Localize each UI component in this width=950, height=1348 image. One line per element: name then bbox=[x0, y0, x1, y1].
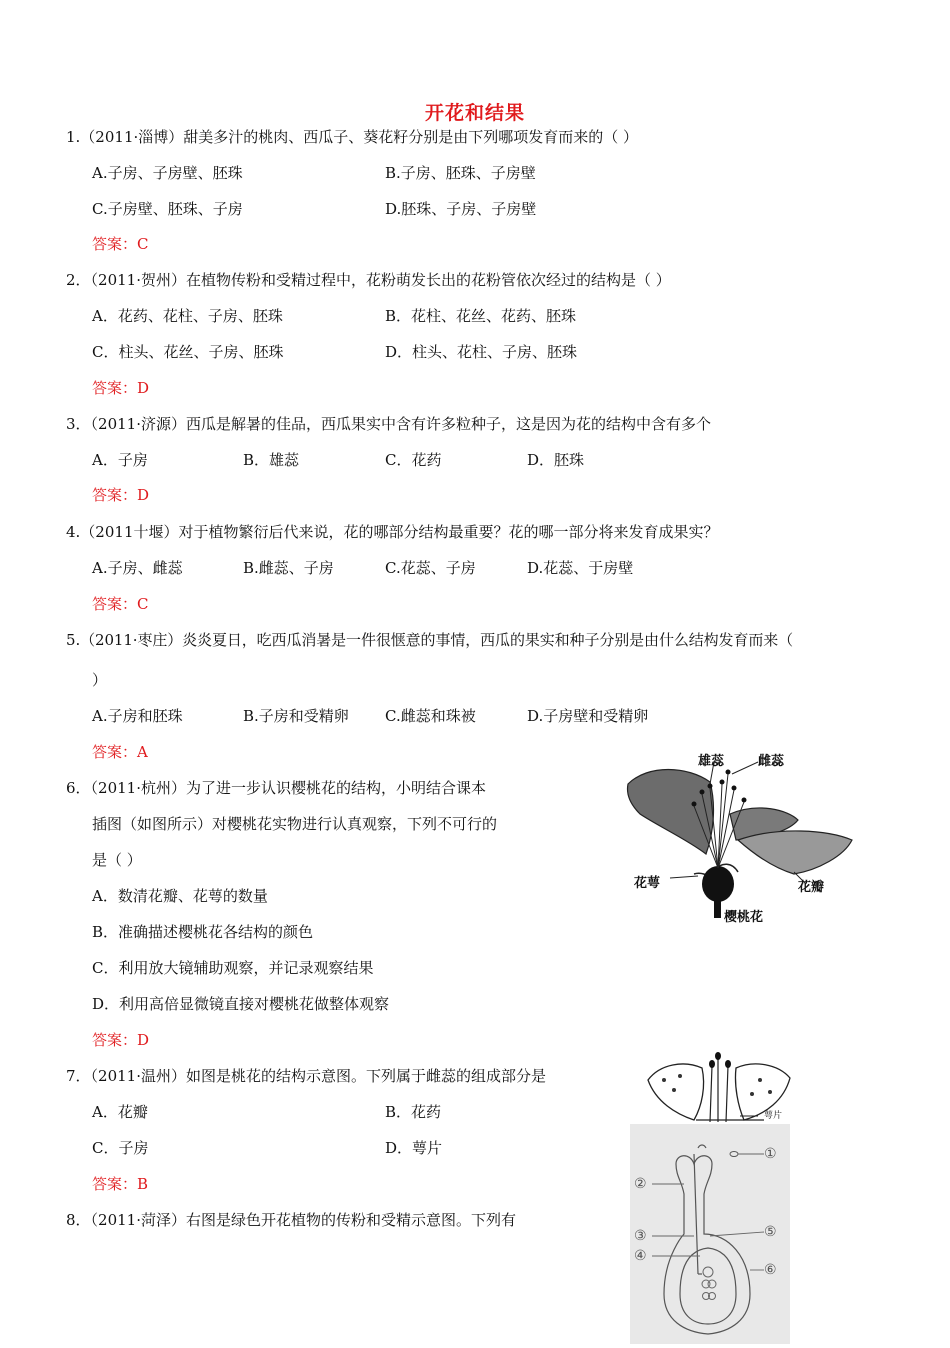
q1-option-a: A.子房、子房壁、胚珠 bbox=[92, 164, 243, 182]
label-cherry-blossom: 樱桃花 bbox=[724, 910, 764, 925]
label-4: ④ bbox=[634, 1248, 647, 1264]
cherry-blossom-drawing bbox=[618, 744, 858, 930]
q2-option-d: D．柱头、花柱、子房、胚珠 bbox=[385, 343, 578, 361]
q5-option-c: C.雌蕊和珠被 bbox=[385, 707, 476, 725]
label-2: ② bbox=[634, 1176, 647, 1192]
label-sepal: 花萼 bbox=[634, 876, 661, 891]
q6-option-d: D．利用高倍显微镜直接对樱桃花做整体观察 bbox=[92, 995, 390, 1013]
q5-option-d: D.子房壁和受精卵 bbox=[527, 707, 649, 725]
q2-option-b: B．花柱、花丝、花药、胚珠 bbox=[385, 307, 577, 325]
q4-answer: 答案：C bbox=[92, 595, 149, 613]
q1-option-c: C.子房壁、胚珠、子房 bbox=[92, 200, 243, 218]
q1-stem: 1.（2011·淄博）甜美多汁的桃肉、西瓜子、葵花籽分别是由下列哪项发育而来的（ ） bbox=[66, 128, 639, 146]
q1-option-d: D.胚珠、子房、子房壁 bbox=[385, 200, 537, 218]
label-sepal-piece: 萼片 bbox=[764, 1111, 783, 1121]
q5-answer: 答案：A bbox=[92, 743, 148, 761]
q2-stem: 2．（2011·贺州）在植物传粉和受精过程中，花粉萌发长出的花粉管依次经过的结构是（ ） bbox=[66, 271, 671, 289]
q5-stem-cont: ） bbox=[92, 671, 108, 689]
q8-stem: 8．（2011·菏泽）右图是绿色开花植物的传粉和受精示意图。下列有 bbox=[66, 1211, 516, 1229]
q3-option-c: C．花药 bbox=[385, 451, 442, 469]
q6-option-b: B．准确描述樱桃花各结构的颜色 bbox=[92, 923, 314, 941]
label-6: ⑥ bbox=[764, 1262, 777, 1278]
q3-stem: 3．（2011·济源）西瓜是解暑的佳品，西瓜果实中含有许多粒种子，这是因为花的结构中含有多个 bbox=[66, 415, 711, 433]
q7-option-b: B．花药 bbox=[385, 1103, 442, 1121]
q3-option-b: B．雄蕊 bbox=[243, 451, 300, 469]
q1-option-b: B.子房、胚珠、子房壁 bbox=[385, 164, 536, 182]
q7-option-a: A．花瓣 bbox=[92, 1103, 148, 1121]
label-stamen: 雄蕊 bbox=[698, 754, 725, 769]
q5-option-a: A.子房和胚珠 bbox=[92, 707, 183, 725]
q6-stem-cont: 插图（如图所示）对樱桃花实物进行认真观察，下列不可行的 bbox=[92, 815, 498, 833]
q6-answer: 答案：D bbox=[92, 1031, 150, 1049]
cherry-blossom-figure bbox=[618, 744, 858, 930]
q7-answer: 答案：B bbox=[92, 1175, 149, 1193]
label-pistil: 雌蕊 bbox=[758, 754, 785, 769]
q6-stem-cont2: 是（ ） bbox=[92, 851, 142, 869]
q3-option-a: A．子房 bbox=[92, 451, 148, 469]
q4-option-b: B.雌蕊、子房 bbox=[243, 559, 334, 577]
q6-option-a: A．数清花瓣、花萼的数量 bbox=[92, 887, 268, 905]
q4-option-d: D.花蕊、于房壁 bbox=[527, 559, 634, 577]
q7-option-c: C．子房 bbox=[92, 1139, 149, 1157]
q4-stem: 4.（2011十堰）对于植物繁衍后代来说，花的哪部分结构最重要？花的哪一部分将来发育成果实？ bbox=[66, 523, 719, 541]
q2-answer: 答案：D bbox=[92, 379, 150, 397]
q2-option-c: C．柱头、花丝、子房、胚珠 bbox=[92, 343, 284, 361]
q5-stem: 5.（2011·枣庄）炎炎夏日，吃西瓜消暑是一件很惬意的事情，西瓜的果实和种子分别是由什么结构发育而来（ bbox=[66, 631, 794, 649]
label-petal: 花瓣 bbox=[798, 880, 825, 895]
q5-option-b: B.子房和受精卵 bbox=[243, 707, 349, 725]
q6-option-c: C．利用放大镜辅助观察，并记录观察结果 bbox=[92, 959, 374, 977]
q1-answer: 答案：C bbox=[92, 235, 149, 253]
q3-option-d: D．胚珠 bbox=[527, 451, 585, 469]
label-5: ⑤ bbox=[764, 1224, 777, 1240]
pollination-figure bbox=[630, 1124, 790, 1344]
label-3: ③ bbox=[634, 1228, 647, 1244]
q4-option-c: C.花蕊、子房 bbox=[385, 559, 476, 577]
q3-answer: 答案：D bbox=[92, 486, 150, 504]
q6-stem: 6．（2011·杭州）为了进一步认识樱桃花的结构，小明结合课本 bbox=[66, 779, 486, 797]
q7-stem: 7．（2011·温州）如图是桃花的结构示意图。下列属于雌蕊的组成部分是 bbox=[66, 1067, 546, 1085]
label-1: ① bbox=[764, 1146, 777, 1162]
document-title: 开花和结果 bbox=[424, 102, 525, 124]
q4-option-a: A.子房、雌蕊 bbox=[92, 559, 183, 577]
q7-option-d: D．萼片 bbox=[385, 1139, 443, 1157]
q2-option-a: A．花药、花柱、子房、胚珠 bbox=[92, 307, 283, 325]
